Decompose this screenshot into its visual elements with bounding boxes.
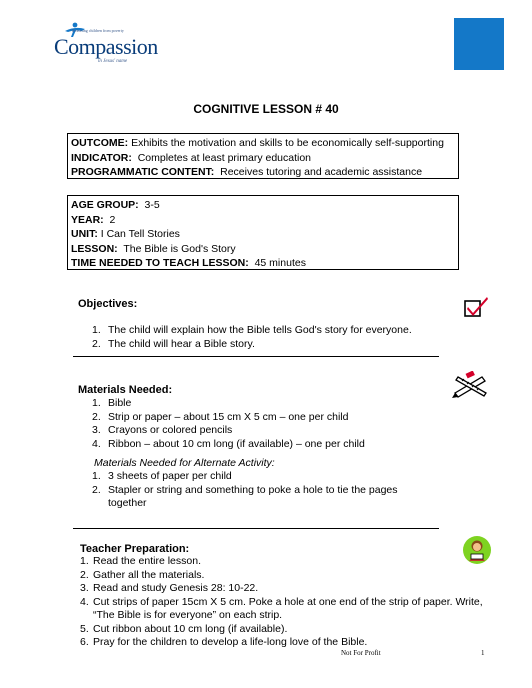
list-item [80,555,492,569]
year-row [71,213,455,228]
item-text: Read and study Genesis 28: 10-22. [93,582,259,594]
brand-color-block [454,18,504,70]
compassion-logo [50,22,165,68]
unit-label: UNIT: [71,228,98,240]
alternate-materials-heading: Materials Needed for Alternate Activity: [94,457,275,469]
item-number: 2. [92,483,101,496]
age-group-label: AGE GROUP: [71,199,139,211]
materials-heading: Materials Needed: [78,384,173,396]
objectives-list [78,324,412,351]
item-text: Gather all the materials. [93,568,205,581]
lesson-title: COGNITIVE LESSON # 40 [193,102,339,116]
age-group-row [71,198,455,213]
lesson-label: LESSON: [71,242,118,255]
teacher-reading-icon [462,535,492,565]
programmatic-content-row [71,165,455,180]
page-number: 1 [481,649,485,657]
item-text: Cut ribbon about 10 cm long (if available). [93,622,288,635]
item-text: The child will hear a Bible story. [108,337,255,350]
objectives-heading: Objectives: [78,298,138,310]
preparation-list [80,555,492,650]
item-text: Stapler or string and something to poke a hole to tie the pages together [108,483,398,509]
item-number: 3. [92,424,101,436]
item-text: Bible [108,397,132,409]
materials-section [78,384,408,511]
item-text: Crayons or colored pencils [108,424,233,436]
lesson-row [71,242,455,257]
item-number: 2. [92,410,101,423]
item-number: 5. [80,622,89,635]
section-divider [73,528,439,529]
lesson-value: The Bible is God's Story [117,242,236,255]
list-item [92,424,408,438]
age-group-value: 3-5 [138,199,160,211]
indicator-value: Completes at least primary education [131,151,312,164]
list-item [92,324,412,338]
list-item [80,623,492,637]
materials-list [78,397,408,451]
item-text: Cut strips of paper 15cm X 5 cm. Poke a hole at one end of the strip of paper. Write, “The Bible is for everyone” on each strip. [93,595,483,621]
item-text: Strip or paper – about 15 cm X 5 cm – one per child [108,410,349,423]
lesson-info-box [67,195,459,270]
item-number: 4. [92,437,101,450]
logo-subline: in Jesus' name [98,59,128,64]
list-item [92,484,408,511]
list-item [80,582,492,596]
unit-row [71,227,455,242]
teacher-preparation-heading: Teacher Preparation: [80,543,190,555]
pencil-ruler-icon [452,371,490,399]
indicator-row [71,151,455,166]
item-text: Read the entire lesson. [93,555,201,567]
checkbox-check-icon [463,295,489,319]
item-number: 4. [80,595,89,608]
programmatic-content-value: Receives tutoring and academic assistance [214,166,423,178]
outcome-label: OUTCOME: [71,137,129,149]
list-item [92,397,408,411]
year-label: YEAR: [71,213,104,226]
footer-note: Not For Profit [341,649,381,657]
alternate-materials-list [78,470,408,511]
time-needed-label: TIME NEEDED TO TEACH LESSON: [71,257,249,269]
outcome-value: Exhibits the motivation and skills to be economically self-supporting [128,137,444,149]
list-item [92,338,412,352]
section-divider [73,356,439,357]
teacher-preparation-section [80,543,492,650]
list-item [80,569,492,583]
list-item [92,411,408,425]
time-needed-value: 45 minutes [248,257,306,269]
item-text: Ribbon – about 10 cm long (if available) – one per child [108,437,365,450]
list-item [80,636,492,650]
time-needed-row [71,256,455,271]
logo-tagline: Releasing children from poverty [72,28,124,33]
logo-wordmark: Compassion [54,34,158,59]
item-number: 1. [92,397,101,409]
item-text: 3 sheets of paper per child [108,470,232,482]
item-text: Pray for the children to develop a life-long love of the Bible. [93,636,368,648]
objectives-section [78,298,412,351]
item-number: 6. [80,636,89,648]
list-item [80,596,492,623]
item-number: 3. [80,582,89,594]
item-number: 1. [80,555,89,567]
item-number: 1. [92,324,101,336]
list-item [92,470,408,484]
outcome-box [67,133,459,179]
programmatic-content-label: PROGRAMMATIC CONTENT: [71,166,215,178]
outcome-row [71,136,455,151]
list-item [92,438,408,452]
item-number: 2. [80,568,89,581]
indicator-label: INDICATOR: [71,151,132,164]
unit-value: I Can Tell Stories [97,228,180,240]
item-text: The child will explain how the Bible tells God's story for everyone. [108,324,412,336]
year-value: 2 [103,213,116,226]
item-number: 2. [92,337,101,350]
item-number: 1. [92,470,101,482]
